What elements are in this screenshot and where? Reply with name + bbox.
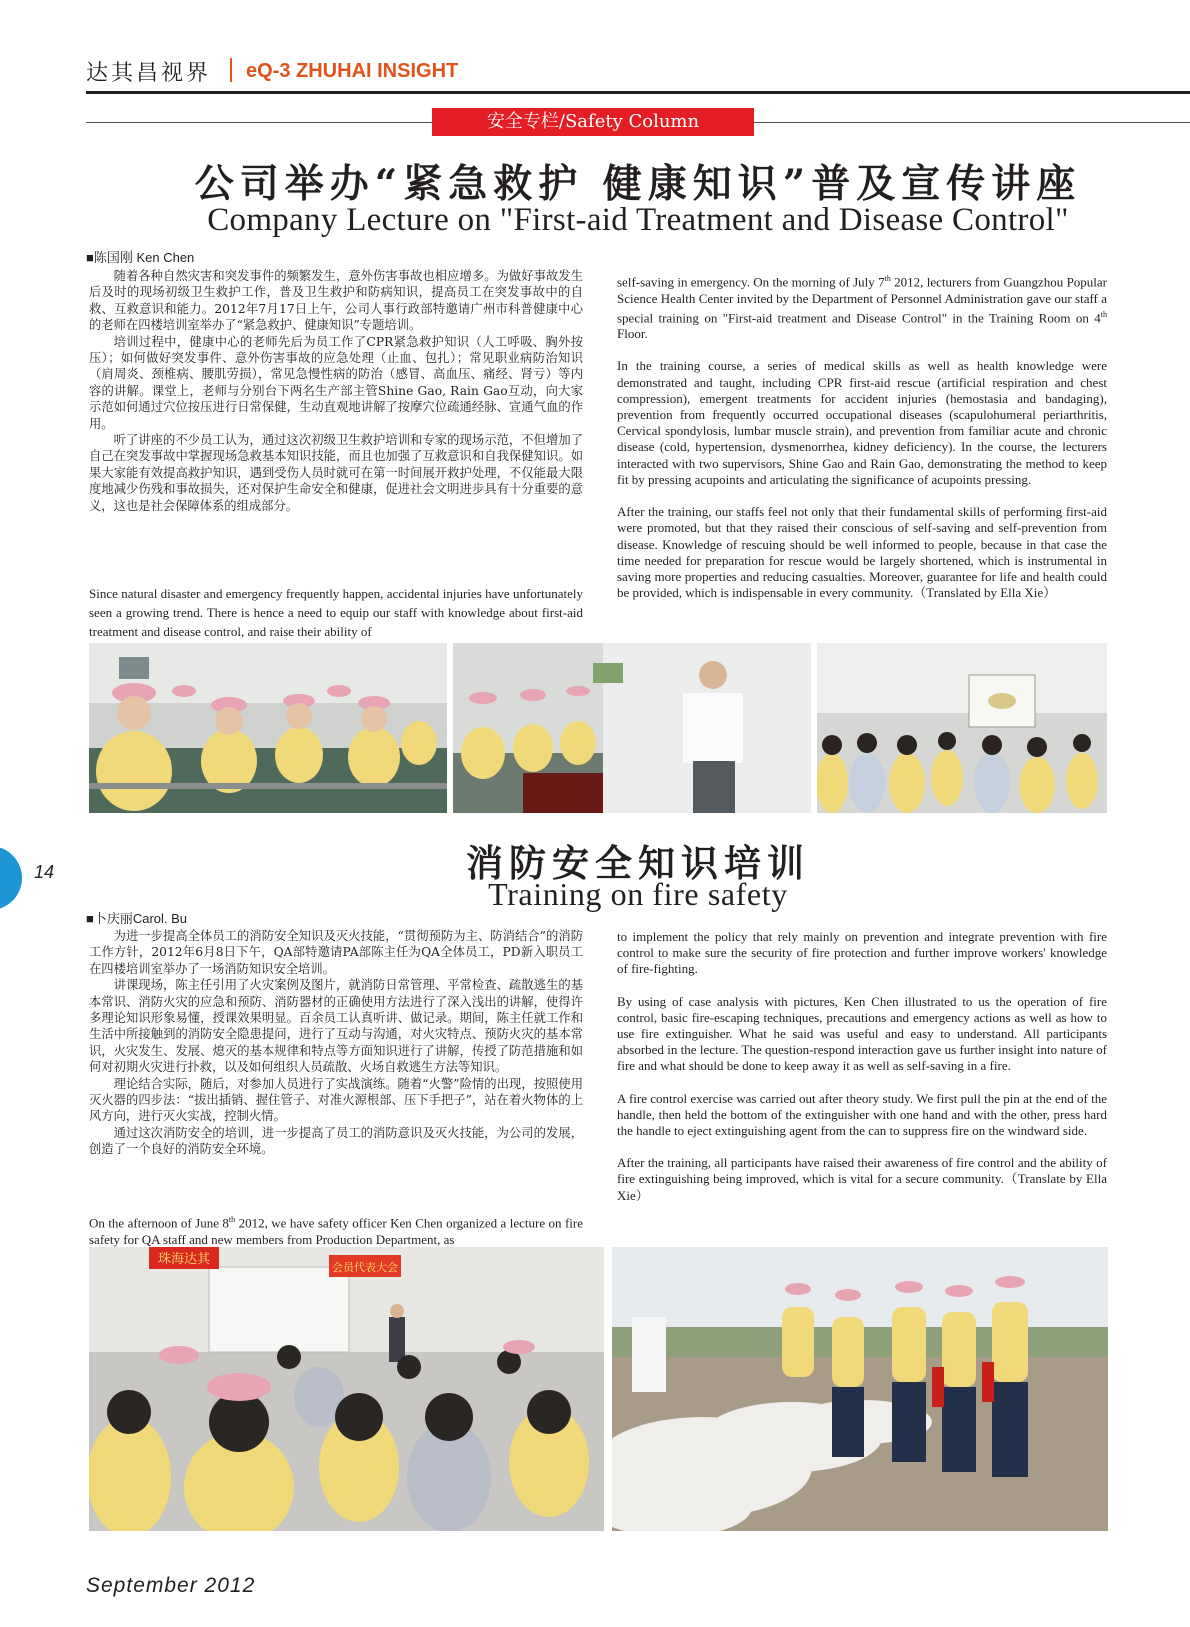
header-rule bbox=[86, 91, 1190, 94]
article2-author: ■卜庆丽Carol. Bu bbox=[86, 911, 188, 926]
issue-date: September 2012 bbox=[86, 1574, 256, 1597]
photo-training-room bbox=[817, 643, 1107, 813]
header-separator bbox=[230, 58, 232, 82]
article1-cn-paragraph: 随着各种自然灾害和突发事件的频繁发生，意外伤害事故也相应增多。为做好事故发生后及时的现场初级卫生救护工作，普及卫生救护和防病知识，提高员工在突发事故中的自救、互救意识和能力。2012年7月17日上午，公司人事行政部特邀请广州市科普健康中心的老师在四楼培训室举办了“紧急救护、健康知识”专题培训。 bbox=[89, 269, 583, 333]
article2-cn-paragraph: 为进一步提高全体员工的消防安全知识及灭火技能，“贯彻预防为主、防消结合”的消防工作方针，2012年6月8日下午，QA部特邀请PA部陈主任为QA全体员工，PD新入职员工在四楼培训室举办了一场消防知识安全培训。 bbox=[89, 929, 583, 976]
article2-en-paragraph: After the training, all participants have raised their awareness of fire control and the ability of fire extinguishing being improved, which is vital for a secure community.（Translate by Ella Xie） bbox=[617, 1155, 1107, 1203]
page-number: 14 bbox=[34, 862, 55, 882]
article2-en-paragraph: to implement the policy that rely mainly on prevention and integrate prevention with fire control to make sure the security of fire protection and further improve workers' knowledge of fire-fighting. bbox=[617, 929, 1107, 977]
article1-en-body bbox=[617, 271, 1107, 617]
photo-lecture-audience bbox=[89, 643, 447, 813]
photo-fire-lecture bbox=[89, 1247, 604, 1531]
article1-title-cn: 公司举办“紧急救护 健康知识”普及宣传讲座 bbox=[194, 161, 1082, 207]
article1-en-paragraph: After the training, our staffs feel not only that their fundamental skills of performing first-aid were promoted, but that they raised their conscious of self-saving and self-prevention from disease. Knowledge of rescuing should be well informed to people, because in that case the time needed for preparation for rescue would be largely shortened, which is instrumental in saving more properties and reducing casualties. Moreover, guarantee for life and health could be provided, which is indispensable in every community.（Translated by Ella Xie） bbox=[617, 504, 1107, 601]
article2-en-paragraph: A fire control exercise was carried out after theory study. We first pull the pin at the end of the handle, then held the bottom of the extinguisher with one hand and with the other, press hard the handle to eject extinguishing agent from the can to suppress fire on the windward side. bbox=[617, 1090, 1107, 1139]
publication-title-cn: 达其昌视界 bbox=[86, 61, 212, 86]
banner-right-text: 会员代表大会 bbox=[332, 1261, 398, 1274]
article2-cn-paragraph: 理论结合实际，随后，对参加人员进行了实战演练。随着“火警”险情的出现，按照使用灭火器的四步法：“拔出插销、握住管子、对准火源根部、压下手把子”，站在着火物体的上风方向，进行灭火实战，控制火情。 bbox=[89, 1076, 583, 1124]
article1-title-en: Company Lecture on "First-aid Treatment and Disease Control" bbox=[207, 202, 1069, 238]
article1-en-lead: Since natural disaster and emergency frequently happen, accidental injuries have unfortunately seen a growing trend. There is hence a need to equip our staff with knowledge about first-aid treatment and disease control, and raise their ability of bbox=[89, 586, 583, 639]
article1-en-paragraph: self-saving in emergency. On the morning of July 7th 2012, lecturers from Guangzhou Popular Science Health Center invited by the Department of Personnel Administration gave our staff a special training on "First-aid treatment and Disease Control" in the Training Room on 4th Floor. bbox=[617, 274, 1108, 342]
article2-title-en: Training on fire safety bbox=[488, 876, 788, 912]
article1-cn-body bbox=[89, 268, 583, 514]
article1-author: ■陈国刚 Ken Chen bbox=[86, 250, 195, 265]
photo-fire-drill bbox=[612, 1247, 1108, 1531]
article2-en-paragraph: By using of case analysis with pictures, Ken Chen illustrated to us the operation of fire control, basic fire-escaping techniques, precautions and emergency actions as well as how to use fire extinguisher. What he said was useful and easy to understand. All participants absorbed in the lecture. The question-respond interaction gave us further insight into nature of fire and what should be done to keep away it as well as self-saving in a fire. bbox=[617, 993, 1107, 1074]
article2-en-body bbox=[617, 929, 1107, 1220]
column-tag: 安全专栏/Safety Column bbox=[432, 108, 754, 136]
article2-cn-paragraph: 通过这次消防安全的培训，进一步提高了员工的消防意识及灭火技能，为公司的发展，创造了一个良好的消防安全环境。 bbox=[89, 1125, 583, 1157]
article1-cn-paragraph: 培训过程中，健康中心的老师先后为员工作了CPR紧急救护知识（人工呼吸、胸外按压）；如何做好突发事件、意外伤害事故的应急处理（止血、包扎）；常见职业病防治知识（肩周炎、颈椎病、腰肌劳损），常见急慢性病的防治（感冒、高血压、痛经、肾亏）等内容的讲解。课堂上，老师与分别台下两名生产部主管Shine Gao, Rain Gao互动，向大家示范如何通过穴位按压进行日常保健，生动直观地讲解了按摩穴位疏通经脉、宣通气血的作用。 bbox=[89, 334, 583, 431]
article1-en-paragraph: In the training course, a series of medical skills as well as health knowledge were demonstrated and taught, including CPR first-aid rescue (artificial respiration and chest compression), emergent treatments for accident injuries (hemostasia and bandaging), prevention from frequently occurred occupational diseases (scapulohumeral periarthritis, Cervical spondylosis, lumbar muscle strain), and prevention from familiar acute and chronic disease (cold, hypertension, dysmenorrhea, kidney deficiency). In the course, the lecturers interacted with two supervisors, Shine Gao and Rain Gao, demonstrating the method to keep fit by pressing acupoints and articulating the significance of acupoints pressing. bbox=[617, 358, 1107, 487]
article2-cn-paragraph: 讲课现场，陈主任引用了火灾案例及图片，就消防日常管理、平常检查、疏散逃生的基本常识、消防火灾的应急和预防、消防器材的正确使用方法进行了深入浅出的讲解，使得许多理论知识形象易懂，授课效果明显。百余员工认真听讲、做记录。期间，陈主任就工作和生活中所接触到的消防安全隐患提问，进行了互动与沟通，对火灾特点、预防火灾的基本常识，火灾发生、发展、熄灭的基本规律和特点等方面知识进行了讲解，传授了防范措施和如何对初期火灾进行扑救，以及如何组织人员疏散、火场自救逃生方法等知识。 bbox=[89, 978, 583, 1075]
article2-title-cn: 消防安全知识培训 bbox=[466, 841, 810, 885]
article2-cn-body bbox=[89, 928, 583, 1158]
photo-lecturer-demo bbox=[453, 643, 811, 813]
article1-cn-paragraph: 听了讲座的不少员工认为，通过这次初级卫生救护培训和专家的现场示范，不但增加了自己在突发事故中掌握现场急救基本知识技能，而且也加强了互救意识和自我保健知识。如果大家能有效提高救护知识，遇到受伤人员时就可在第一时间展开救护处理，不仅能最大限度地减少伤残和事故损失，还对保护生命安全和健康，促进社会文明进步具有十分重要的意义，这也是社会保障体系的组成部分。 bbox=[89, 433, 583, 513]
publication-title-en: eQ-3 ZHUHAI INSIGHT bbox=[246, 60, 459, 82]
page-tab-marker bbox=[0, 846, 22, 910]
article2-en-lead: On the afternoon of June 8th 2012, we have safety officer Ken Chen organized a lecture on fire safety for QA staff and new members from Production Department, as bbox=[89, 1215, 583, 1247]
banner-left-text: 珠海达其 bbox=[157, 1252, 211, 1267]
